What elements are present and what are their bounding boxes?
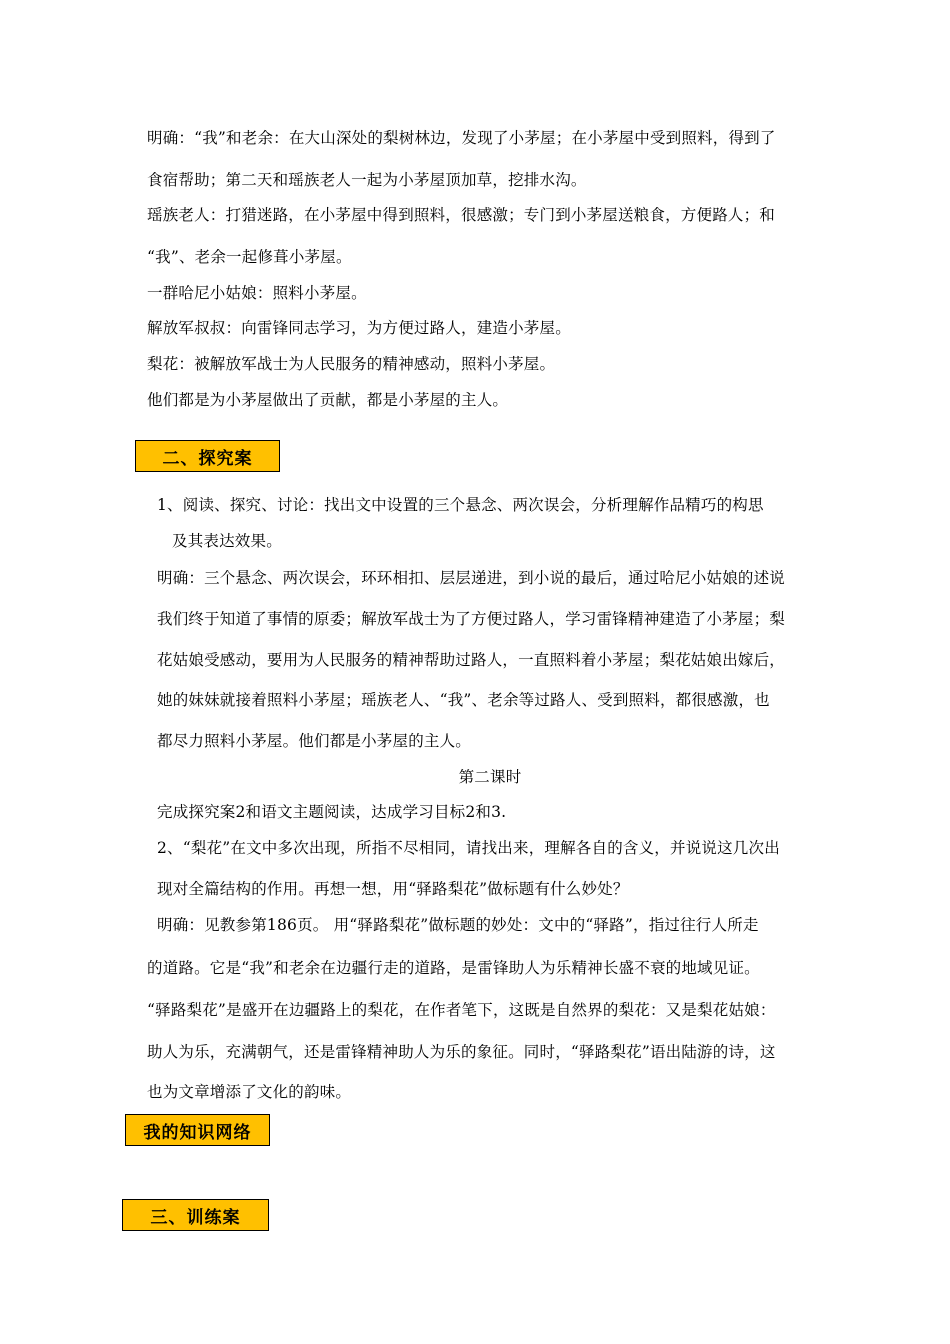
question-line: 2、“梨花”在文中多次出现，所指不尽相同，请找出来，理解各自的含义，并说说这几次出	[157, 839, 780, 857]
section-heading-training: 三、训练案	[122, 1199, 269, 1231]
answer-line: 也为文章增添了文化的韵味。	[147, 1083, 352, 1101]
paragraph-line: 他们都是为小茅屋做出了贡献，都是小茅屋的主人。	[147, 391, 509, 409]
answer-line: 明确：见教参第186页。 用“驿路梨花”做标题的妙处：文中的“驿路”，指过往行人所走	[157, 916, 759, 934]
question-line: 及其表达效果。	[172, 532, 282, 550]
paragraph-line: “我”、老余一起修葺小茅屋。	[147, 248, 352, 266]
answer-line: “驿路梨花”是盛开在边疆路上的梨花，在作者笔下，这既是自然界的梨花：又是梨花姑娘：	[147, 1001, 776, 1019]
answer-line: 都尽力照料小茅屋。他们都是小茅屋的主人。	[157, 732, 472, 750]
paragraph-line: 瑶族老人：打猎迷路，在小茅屋中得到照料，很感激；专门到小茅屋送粮食，方便路人；和	[147, 206, 776, 224]
paragraph-line: 一群哈尼小姑娘：照料小茅屋。	[147, 284, 367, 302]
answer-line: 我们终于知道了事情的原委；解放军战士为了方便过路人，学习雷锋精神建造了小茅屋；梨	[157, 610, 786, 628]
question-line: 现对全篇结构的作用。再想一想，用“驿路梨花”做标题有什么妙处？	[157, 880, 629, 898]
answer-line: 明确：三个悬念、两次误会，环环相扣、层层递进，到小说的最后，通过哈尼小姑娘的述说	[157, 569, 786, 587]
paragraph-line: 食宿帮助；第二天和瑶族老人一起为小茅屋顶加草，挖排水沟。	[147, 171, 587, 189]
paragraph-line: 梨花：被解放军战士为人民服务的精神感动，照料小茅屋。	[147, 355, 556, 373]
answer-line: 的道路。它是“我”和老余在边疆行走的道路，是雷锋助人为乐精神长盛不衰的地域见证。	[147, 959, 760, 977]
answer-line: 助人为乐，充满朝气，还是雷锋精神助人为乐的象征。同时，“驿路梨花”语出陆游的诗，这	[147, 1043, 776, 1061]
lesson-title: 第二课时	[458, 768, 522, 786]
paragraph-line: 解放军叔叔：向雷锋同志学习，为方便过路人，建造小茅屋。	[147, 319, 571, 337]
paragraph-line: 明确：“我”和老余：在大山深处的梨树林边，发现了小茅屋；在小茅屋中受到照料，得到了	[147, 129, 776, 147]
section-heading-knowledge-network: 我的知识网络	[125, 1114, 270, 1146]
question-line: 1、阅读、探究、讨论：找出文中设置的三个悬念、两次误会，分析理解作品精巧的构思	[157, 496, 764, 514]
lesson-intro: 完成探究案2和语文主题阅读，达成学习目标2和3.	[157, 803, 507, 821]
answer-line: 她的妹妹就接着照料小茅屋；瑶族老人、“我”、老余等过路人、受到照料，都很感激，也	[157, 691, 770, 709]
section-heading-explore: 二、探究案	[135, 440, 280, 472]
answer-line: 花姑娘受感动，要用为人民服务的精神帮助过路人，一直照料着小茅屋；梨花姑娘出嫁后，	[157, 651, 786, 669]
